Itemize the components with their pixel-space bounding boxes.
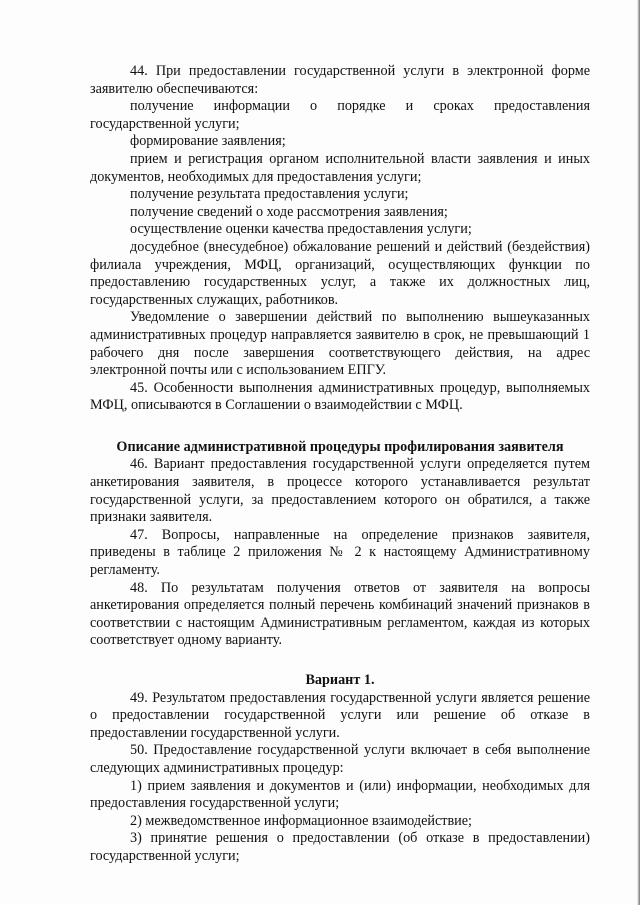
list-item-progress-info: получение сведений о ходе рассмотрения заявления; <box>130 203 448 220</box>
list-item-application-forming: формирование заявления; <box>130 133 286 150</box>
paragraph-48: 48. По результатам получения ответов от заявителя на вопросы анкетирования определяется полный перечень комбинаций значений признаков в соответствии с настоящим Административным регламентом, каждая из которых соответствует одному варианту. <box>90 579 590 649</box>
procedure-item-2: 2) межведомственное информационное взаимодействие; <box>130 812 472 829</box>
paragraph-49: 49. Результатом предоставления государственной услуги является решение о предоставлении государственной услуги или решение об отказе в предоставлении государственной услуги. <box>90 689 590 741</box>
paragraph-46: 46. Вариант предоставления государственной услуги определяется путем анкетирования заявителя, в процессе которого устанавливается результат государственной услуги, за предоставлением которого он обратился, а также признаки заявителя. <box>90 456 590 526</box>
list-item-registration: прием и регистрация органом исполнительной власти заявления и иных документов, необходимых для предоставления услуги; <box>90 150 590 185</box>
section-heading-profiling: Описание административной процедуры профилирования заявителя <box>116 438 564 455</box>
paragraph-44: 44. При предоставлении государственной услуги в электронной форме заявителю обеспечиваются: <box>90 63 590 97</box>
paragraph-47: 47. Вопросы, направленные на определение признаков заявителя, приведены в таблице 2 приложения № 2 к настоящему Административному регламенту. <box>90 526 590 579</box>
list-item-appeal: досудебное (внесудебное) обжалование решений и действий (бездействия) филиала учреждения, МФЦ, организаций, осуществляющих функции по предоставлению государственных услуг, а также их должностных лиц, государственных служащих, работников. <box>90 238 590 308</box>
document-body <box>90 63 590 866</box>
paragraph-45: 45. Особенности выполнения административных процедур, выполняемых МФЦ, описываются в Соглашении о взаимодействии с МФЦ. <box>90 379 590 414</box>
paragraph-50: 50. Предоставление государственной услуги включает в себя выполнение следующих административных процедур: <box>90 742 590 776</box>
section-heading-variant-1: Вариант 1. <box>305 672 375 688</box>
list-item-information: получение информации о порядке и сроках предоставления государственной услуги; <box>90 98 590 132</box>
procedure-item-1: 1) прием заявления и документов и (или) информации, необходимых для предоставления государственной услуги; <box>90 777 590 812</box>
procedure-item-3: 3) принятие решения о предоставлении (об отказе в предоставлении) государственной услуги; <box>90 830 590 864</box>
list-item-result: получение результата предоставления услуги; <box>130 186 409 203</box>
list-item-quality-assessment: осуществление оценки качества предоставления услуги; <box>130 221 472 238</box>
paragraph-notification: Уведомление о завершении действий по выполнению вышеуказанных административных процедур направляется заявителю в срок, не превышающий 1 рабочего дня после завершения соответствующего действия, на адрес электронной почты или с использованием ЕПГУ. <box>90 309 590 379</box>
